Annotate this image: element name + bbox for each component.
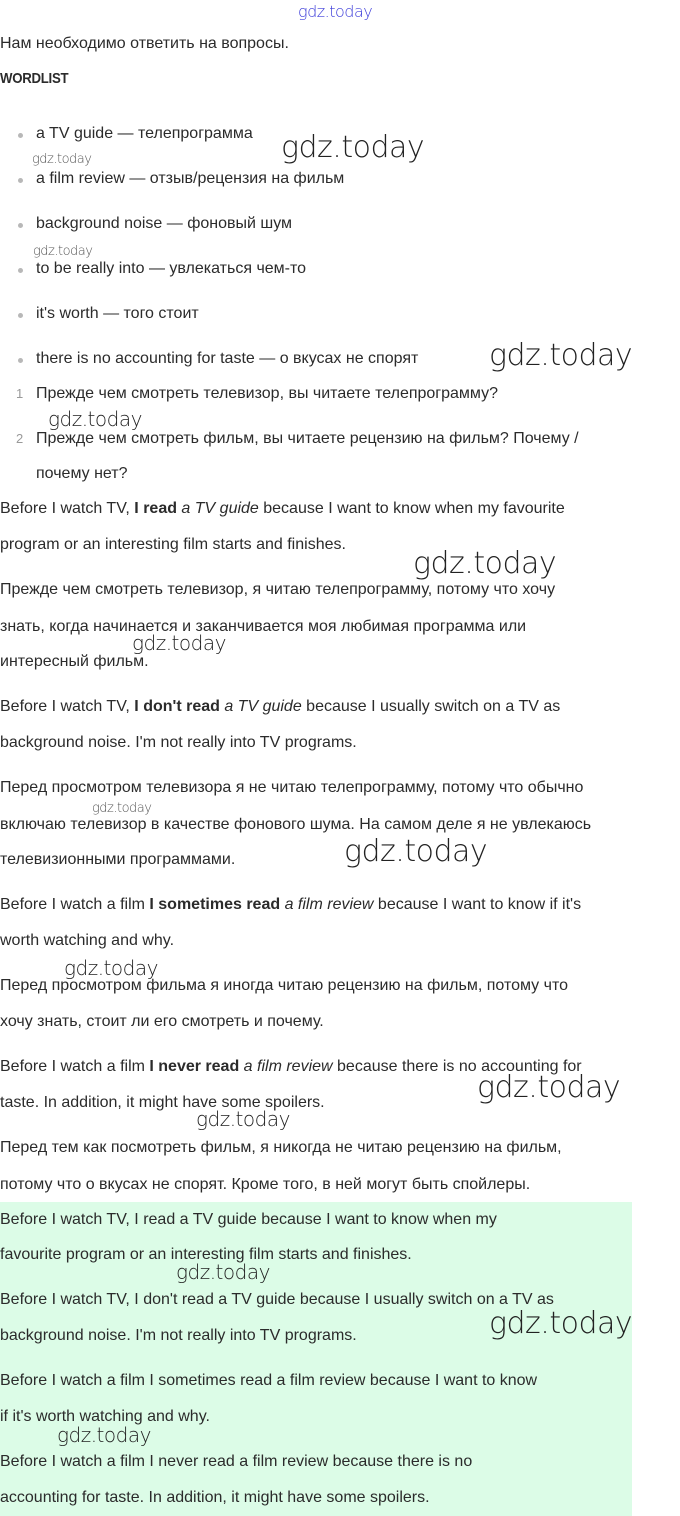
watermark: gdz.today <box>489 338 633 373</box>
text: because I want to know if it's <box>373 896 582 913</box>
answer-line: Before I watch TV, I don't read a TV guide because I usually switch on a TV as <box>0 1291 554 1308</box>
text: Перед просмотром фильма я иногда читаю рецензию на фильм, потому что <box>0 977 569 994</box>
italic-text: a film review <box>280 896 374 913</box>
watermark: gdz.today <box>32 152 92 167</box>
wordlist-item: it's worth — того стоит <box>36 305 199 322</box>
bullet-icon <box>18 358 23 363</box>
wordlist-item: there is no accounting for taste — о вкусах не спорят <box>36 350 419 367</box>
watermark: gdz.today <box>176 1260 270 1284</box>
bold-text: I don't read <box>134 698 220 715</box>
paragraph-line <box>0 923 174 959</box>
italic-text: a TV guide <box>219 698 302 715</box>
paragraph-line <box>0 1004 324 1040</box>
text: телевизионными программами. <box>0 851 236 868</box>
question-line: Прежде чем смотреть фильм, вы читаете рецензию на фильм? Почему / <box>36 430 579 447</box>
text: worth watching and why. <box>0 932 175 949</box>
paragraph-line <box>0 842 235 878</box>
bullet-icon <box>18 133 23 138</box>
intro-text: Нам необходимо ответить на вопросы. <box>0 35 289 52</box>
text: background noise. I'm not really into TV programs. <box>0 734 357 751</box>
text: Прежде чем смотреть телевизор, я читаю телепрограмму, потому что хочу <box>0 581 556 598</box>
text: Before I watch TV, <box>0 500 135 517</box>
paragraph-line <box>0 770 583 806</box>
answer-line: background noise. I'm not really into TV programs. <box>0 1327 357 1344</box>
bold-text: I read <box>134 500 177 517</box>
text: Before I watch TV, <box>0 698 135 715</box>
text: хочу знать, стоит ли его смотреть и почему. <box>0 1013 324 1030</box>
bullet-icon <box>18 268 23 273</box>
paragraph-line <box>0 1130 562 1166</box>
text: Before I watch a film <box>0 896 150 913</box>
text: Before I watch a film <box>0 1058 150 1075</box>
watermark: gdz.today <box>33 244 93 259</box>
wordlist-item: background noise — фоновый шум <box>36 215 293 232</box>
paragraph-line <box>0 725 357 761</box>
watermark: gdz.today <box>132 631 226 655</box>
answer-line: Before I watch a film I never read a film review because there is no <box>0 1453 473 1470</box>
italic-text: a film review <box>239 1058 333 1075</box>
wordlist-title: WORDLIST <box>0 70 69 87</box>
paragraph-line <box>0 807 591 843</box>
watermark: gdz.today <box>489 1306 633 1341</box>
watermark: gdz.today <box>92 801 152 816</box>
text: because I want to know when my favourite <box>258 500 565 517</box>
watermark: gdz.today <box>413 546 557 581</box>
watermark: gdz.today <box>281 130 425 165</box>
question-number: 2 <box>16 431 24 446</box>
question-number: 1 <box>16 386 24 401</box>
answer-line: accounting for taste. In addition, it might have some spoilers. <box>0 1489 430 1506</box>
bold-text: I never read <box>149 1058 240 1075</box>
paragraph-line <box>0 491 565 527</box>
text: taste. In addition, it might have some spoilers. <box>0 1094 325 1111</box>
text: Перед тем как посмотреть фильм, я никогда не читаю рецензию на фильм, <box>0 1139 562 1156</box>
answer-line: Before I watch TV, I read a TV guide because I want to know when my <box>0 1211 497 1228</box>
watermark: gdz.today <box>64 956 158 980</box>
text: program or an interesting film starts and finishes. <box>0 536 346 553</box>
paragraph-line <box>0 527 346 563</box>
bold-text: I sometimes read <box>149 896 281 913</box>
paragraph-line <box>0 644 149 680</box>
question-line: Прежде чем смотреть телевизор, вы читаете телепрограмму? <box>36 385 499 402</box>
bullet-icon <box>18 223 23 228</box>
watermark: gdz.today <box>48 407 142 431</box>
answer-line: Before I watch a film I sometimes read a film review because I want to know <box>0 1372 538 1389</box>
watermark: gdz.today <box>196 1107 290 1131</box>
wordlist-item: a TV guide — телепрограмма <box>36 125 253 142</box>
watermark: gdz.today <box>477 1070 621 1105</box>
text: включаю телевизор в качестве фонового шума. На самом деле я не увлекаюсь <box>0 816 592 833</box>
watermark: gdz.today <box>298 2 373 21</box>
paragraph-line <box>0 689 560 725</box>
paragraph-line <box>0 887 581 923</box>
text: because there is no accounting for <box>332 1058 582 1075</box>
question-line: почему нет? <box>36 465 128 482</box>
text: знать, когда начинается и заканчивается моя любимая программа или <box>0 618 527 635</box>
watermark: gdz.today <box>57 1423 151 1447</box>
answer-line: favourite program or an interesting film starts and finishes. <box>0 1246 412 1263</box>
italic-text: a TV guide <box>176 500 259 517</box>
bullet-icon <box>18 313 23 318</box>
watermark: gdz.today <box>344 834 488 869</box>
text: because I usually switch on a TV as <box>301 698 561 715</box>
text: Перед просмотром телевизора я не читаю телепрограмму, потому что обычно <box>0 779 584 796</box>
paragraph-line <box>0 609 526 645</box>
text: потому что о вкусах не спорят. Кроме того, в ней могут быть спойлеры. <box>0 1176 531 1193</box>
answer-line: if it's worth watching and why. <box>0 1408 210 1425</box>
wordlist-item: to be really into — увлекаться чем-то <box>36 260 307 277</box>
text: интересный фильм. <box>0 653 149 670</box>
wordlist-item: a film review — отзыв/рецензия на фильм <box>36 170 345 187</box>
paragraph-line <box>0 1167 530 1203</box>
bullet-icon <box>18 178 23 183</box>
